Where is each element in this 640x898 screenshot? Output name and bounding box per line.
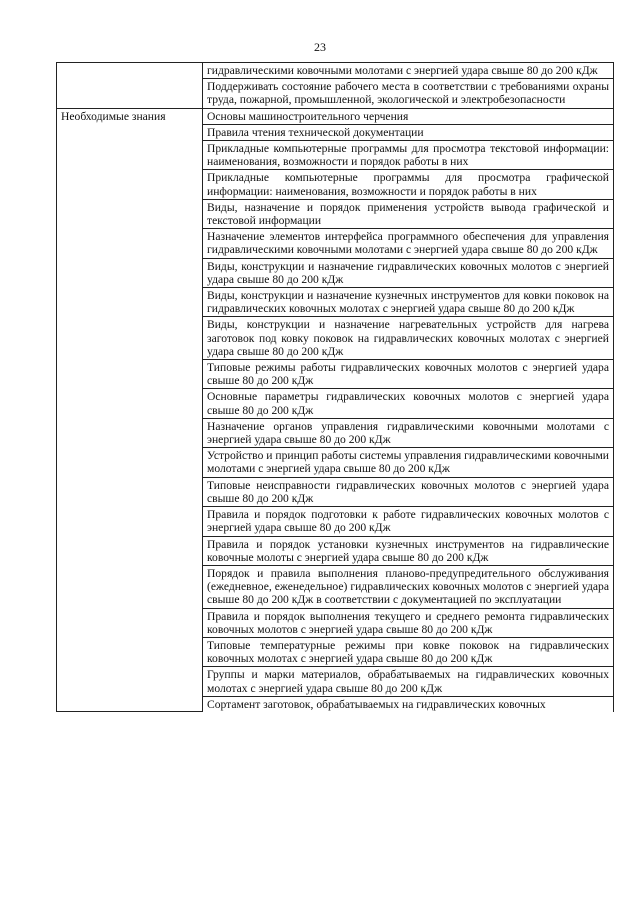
table-cell: Виды, конструкции и назначение нагревательных устройств для нагрева заготовок под ковку поковок на гидравлических ковочных молотах с энергией удара свыше 80 до 200 кДж [203,317,614,360]
table-cell: Правила чтения технической документации [203,124,614,140]
table-cell: Основные параметры гидравлических ковочных молотов с энергией удара свыше 80 до 200 кДж [203,389,614,418]
table-cell: Типовые температурные режимы при ковке поковок на гидравлических ковочных молотах с энергией удара свыше 80 до 200 кДж [203,637,614,666]
table-cell: Правила и порядок выполнения текущего и среднего ремонта гидравлических ковочных молотов с энергией удара свыше 80 до 200 кДж [203,608,614,637]
table-cell: Группы и марки материалов, обрабатываемых на гидравлических ковочных молотах с энергией удара свыше 80 до 200 кДж [203,667,614,696]
table-cell: Устройство и принцип работы системы управления гидравлическими ковочными молотами с энергией удара свыше 80 до 200 кДж [203,448,614,477]
table-cell: Правила и порядок подготовки к работе гидравлических ковочных молотов с энергией удара свыше 80 до 200 кДж [203,507,614,536]
table-cell: Основы машиностроительного черчения [203,108,614,124]
table-cell: Назначение элементов интерфейса программного обеспечения для управления гидравлическими ковочными молотами с энергией удара свыше 80 до 200 кДж [203,229,614,258]
table-cell: Типовые неисправности гидравлических ковочных молотов с энергией удара свыше 80 до 200 кДж [203,477,614,506]
table-cell: Виды, конструкции и назначение кузнечных инструментов для ковки поковок на гидравлических ковочных молотах с энергией удара свыше 80 до 200 кДж [203,288,614,317]
table-cell: Виды, назначение и порядок применения устройств вывода графической и текстовой информации [203,199,614,228]
table-cell: Сортамент заготовок, обрабатываемых на гидравлических ковочных [203,696,614,712]
label-cell-empty [57,63,203,109]
table-cell: Прикладные компьютерные программы для просмотра текстовой информации: наименования, возможности и порядок работы в них [203,141,614,170]
table-row [57,108,614,124]
table-cell: Назначение органов управления гидравлическими ковочными молотами с энергией удара свыше 80 до 200 кДж [203,418,614,447]
table-cell: Прикладные компьютерные программы для просмотра графической информации: наименования, возможности и порядок работы в них [203,170,614,199]
table-cell: Поддерживать состояние рабочего места в соответствии с требованиями охраны труда, пожарной, промышленной, экологической и электробезопасности [203,79,614,108]
table-cell: Порядок и правила выполнения планово-предупредительного обслуживания (ежедневное, еженедельное) гидравлических ковочных молотов с энергией удара свыше 80 до 200 кДж в соответствии с документацией по эксплуатации [203,565,614,608]
page-number: 23 [314,40,326,54]
table-cell: Виды, конструкции и назначение гидравлических ковочных молотов с энергией удара свыше 80 до 200 кДж [203,258,614,287]
table-row [57,63,614,79]
table-cell: Правила и порядок установки кузнечных инструментов на гидравлические ковочные молоты с энергией удара свыше 80 до 200 кДж [203,536,614,565]
requirements-table [56,62,614,712]
table-cell: гидравлическими ковочными молотами с энергией удара свыше 80 до 200 кДж [203,63,614,79]
knowledge-label: Необходимые знания [57,108,203,712]
table-cell: Типовые режимы работы гидравлических ковочных молотов с энергией удара свыше 80 до 200 кДж [203,360,614,389]
